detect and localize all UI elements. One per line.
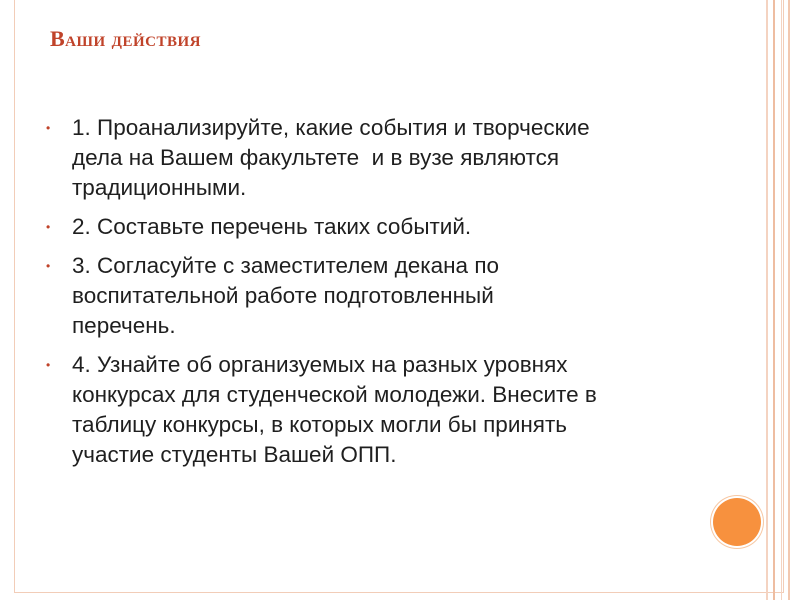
orange-circle-icon — [713, 498, 761, 546]
list-item — [44, 212, 744, 242]
decorative-line — [766, 0, 768, 600]
bullet-icon: • — [46, 259, 51, 273]
list-item-text: перечень. — [72, 313, 176, 338]
decorative-line — [773, 0, 775, 600]
list-item-text: воспитательной работе подготовленный — [72, 283, 494, 308]
list-item-text: участие студенты Вашей ОПП. — [72, 442, 397, 467]
decorative-line — [781, 0, 782, 600]
list-item — [44, 251, 744, 341]
list-item-text: 4. Узнайте об организуемых на разных уровнях — [72, 352, 568, 377]
list-item-text: дела на Вашем факультете и в вузе являются — [72, 145, 560, 170]
list-item — [44, 113, 744, 203]
bullet-icon: • — [46, 220, 51, 234]
bullet-list — [44, 113, 744, 479]
list-item-text: традиционными. — [72, 175, 247, 200]
list-item-text: конкурсах для студенческой молодежи. Внесите в — [72, 382, 597, 407]
list-item-text: таблицу конкурсы, в которых могли бы принять — [72, 412, 568, 437]
slide-title: Ваши действия — [50, 26, 201, 51]
list-item-text: 1. Проанализируйте, какие события и творческие — [72, 115, 590, 140]
list-item-text: 2. Составьте перечень таких событий. — [72, 214, 472, 239]
bullet-icon: • — [46, 121, 51, 135]
list-item — [44, 350, 744, 470]
decorative-line — [788, 0, 790, 600]
list-item-text: 3. Согласуйте с заместителем декана по — [72, 253, 500, 278]
bullet-icon: • — [46, 358, 51, 372]
